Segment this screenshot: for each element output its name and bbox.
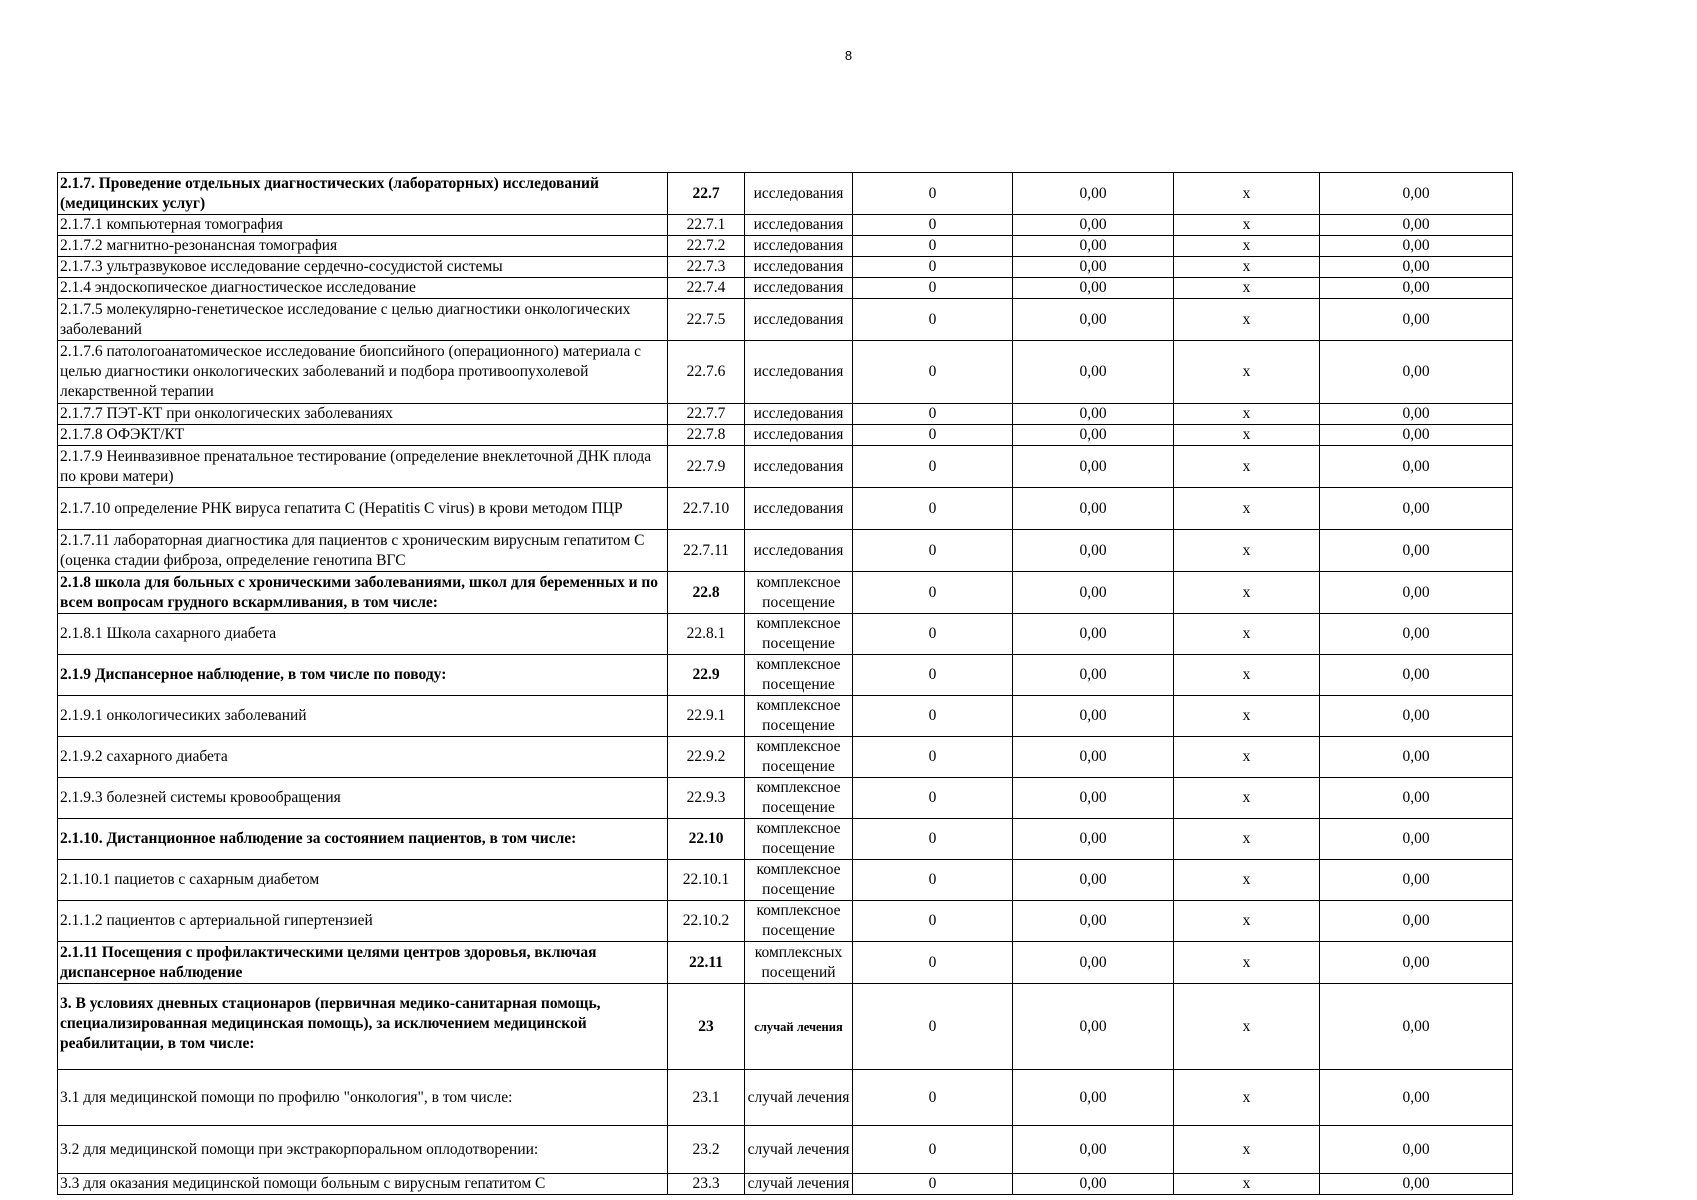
row-total-cell: 0,00 — [1320, 819, 1513, 860]
row-unit-cell: исследования — [745, 215, 853, 236]
row-total-cell: 0,00 — [1320, 984, 1513, 1070]
row-unit-cell: исследования — [745, 404, 853, 425]
row-name-cell: 2.1.9.2 сахарного диабета — [58, 737, 668, 778]
row-x-cell: х — [1174, 901, 1320, 942]
row-x-cell: х — [1174, 404, 1320, 425]
row-code-cell: 22.7.5 — [668, 299, 745, 341]
row-total-cell: 0,00 — [1320, 942, 1513, 984]
row-unit-cell: исследования — [745, 236, 853, 257]
page-number: 8 — [844, 48, 853, 63]
report-table-body — [58, 173, 1513, 1195]
row-name-cell: 2.1.7.2 магнитно-резонансная томография — [58, 236, 668, 257]
row-unit-cell: комплексное посещение — [745, 572, 853, 614]
row-code-cell: 22.7.11 — [668, 530, 745, 572]
row-value-cell: 0,00 — [1013, 446, 1174, 488]
table-row — [58, 942, 1513, 984]
row-unit-cell: комплексное посещение — [745, 614, 853, 655]
row-value-cell: 0,00 — [1013, 819, 1174, 860]
row-volume-cell: 0 — [853, 614, 1013, 655]
row-volume-cell: 0 — [853, 404, 1013, 425]
row-unit-cell: комплексных посещений — [745, 942, 853, 984]
row-unit-cell: комплексное посещение — [745, 778, 853, 819]
row-volume-cell: 0 — [853, 488, 1013, 530]
row-name-cell: 3.3 для оказания медицинской помощи больным с вирусным гепатитом С — [58, 1174, 668, 1195]
row-code-cell: 23.1 — [668, 1070, 745, 1126]
row-total-cell: 0,00 — [1320, 299, 1513, 341]
table-row — [58, 341, 1513, 404]
row-value-cell: 0,00 — [1013, 530, 1174, 572]
table-row — [58, 696, 1513, 737]
row-total-cell: 0,00 — [1320, 737, 1513, 778]
row-unit-cell: случай лечения — [745, 1174, 853, 1195]
row-x-cell: х — [1174, 614, 1320, 655]
table-row — [58, 257, 1513, 278]
row-name-cell: 3. В условиях дневных стационаров (первичная медико-санитарная помощь, специализированная медицинская помощь), за исключением медицинской реабилитации, в том числе: — [58, 984, 668, 1070]
row-value-cell: 0,00 — [1013, 696, 1174, 737]
row-x-cell: х — [1174, 488, 1320, 530]
row-total-cell: 0,00 — [1320, 257, 1513, 278]
row-total-cell: 0,00 — [1320, 530, 1513, 572]
row-x-cell: х — [1174, 1174, 1320, 1195]
row-x-cell: х — [1174, 860, 1320, 901]
table-row — [58, 778, 1513, 819]
row-volume-cell: 0 — [853, 257, 1013, 278]
row-volume-cell: 0 — [853, 1126, 1013, 1174]
row-unit-cell: комплексное посещение — [745, 819, 853, 860]
row-volume-cell: 0 — [853, 446, 1013, 488]
row-volume-cell: 0 — [853, 572, 1013, 614]
row-value-cell: 0,00 — [1013, 488, 1174, 530]
row-total-cell: 0,00 — [1320, 614, 1513, 655]
row-name-cell: 2.1.9.3 болезней системы кровообращения — [58, 778, 668, 819]
row-value-cell: 0,00 — [1013, 942, 1174, 984]
row-value-cell: 0,00 — [1013, 278, 1174, 299]
row-x-cell: х — [1174, 341, 1320, 404]
row-value-cell: 0,00 — [1013, 1070, 1174, 1126]
row-code-cell: 22.7.3 — [668, 257, 745, 278]
row-code-cell: 22.9.1 — [668, 696, 745, 737]
row-value-cell: 0,00 — [1013, 614, 1174, 655]
row-code-cell: 22.7.6 — [668, 341, 745, 404]
table-row — [58, 572, 1513, 614]
row-unit-cell: случай лечения — [745, 984, 853, 1070]
row-x-cell: х — [1174, 1070, 1320, 1126]
row-x-cell: х — [1174, 984, 1320, 1070]
row-x-cell: х — [1174, 257, 1320, 278]
row-code-cell: 23.2 — [668, 1126, 745, 1174]
row-value-cell: 0,00 — [1013, 572, 1174, 614]
row-total-cell: 0,00 — [1320, 425, 1513, 446]
row-total-cell: 0,00 — [1320, 572, 1513, 614]
table-row — [58, 1126, 1513, 1174]
row-total-cell: 0,00 — [1320, 778, 1513, 819]
row-name-cell: 2.1.9 Диспансерное наблюдение, в том числе по поводу: — [58, 655, 668, 696]
row-volume-cell: 0 — [853, 236, 1013, 257]
row-value-cell: 0,00 — [1013, 901, 1174, 942]
row-name-cell: 2.1.10.1 пациетов с сахарным диабетом — [58, 860, 668, 901]
row-unit-cell: исследования — [745, 173, 853, 215]
row-x-cell: х — [1174, 215, 1320, 236]
row-total-cell: 0,00 — [1320, 1126, 1513, 1174]
row-code-cell: 23 — [668, 984, 745, 1070]
table-row — [58, 446, 1513, 488]
row-volume-cell: 0 — [853, 901, 1013, 942]
row-x-cell: х — [1174, 425, 1320, 446]
row-x-cell: х — [1174, 778, 1320, 819]
row-name-cell: 2.1.8 школа для больных с хроническими заболеваниями, школ для беременных и по всем вопросам грудного вскармливания, в том числе: — [58, 572, 668, 614]
table-row — [58, 299, 1513, 341]
row-volume-cell: 0 — [853, 215, 1013, 236]
row-volume-cell: 0 — [853, 860, 1013, 901]
table-row — [58, 737, 1513, 778]
row-volume-cell: 0 — [853, 942, 1013, 984]
row-unit-cell: исследования — [745, 488, 853, 530]
row-total-cell: 0,00 — [1320, 696, 1513, 737]
report-table — [57, 172, 1513, 1195]
row-unit-cell: случай лечения — [745, 1070, 853, 1126]
row-code-cell: 22.10.1 — [668, 860, 745, 901]
row-value-cell: 0,00 — [1013, 257, 1174, 278]
table-row — [58, 488, 1513, 530]
row-volume-cell: 0 — [853, 1070, 1013, 1126]
row-name-cell: 2.1.4 эндоскопическое диагностическое исследование — [58, 278, 668, 299]
table-row — [58, 404, 1513, 425]
row-value-cell: 0,00 — [1013, 737, 1174, 778]
table-row — [58, 614, 1513, 655]
row-volume-cell: 0 — [853, 341, 1013, 404]
row-total-cell: 0,00 — [1320, 1174, 1513, 1195]
row-x-cell: х — [1174, 446, 1320, 488]
table-row — [58, 530, 1513, 572]
row-code-cell: 22.7.1 — [668, 215, 745, 236]
row-value-cell: 0,00 — [1013, 778, 1174, 819]
row-code-cell: 23.3 — [668, 1174, 745, 1195]
row-code-cell: 22.11 — [668, 942, 745, 984]
row-x-cell: х — [1174, 173, 1320, 215]
row-code-cell: 22.7.9 — [668, 446, 745, 488]
row-value-cell: 0,00 — [1013, 1126, 1174, 1174]
row-name-cell: 2.1.1.2 пациентов с артериальной гипертензией — [58, 901, 668, 942]
row-value-cell: 0,00 — [1013, 173, 1174, 215]
row-x-cell: х — [1174, 278, 1320, 299]
table-row — [58, 984, 1513, 1070]
row-total-cell: 0,00 — [1320, 404, 1513, 425]
row-code-cell: 22.10.2 — [668, 901, 745, 942]
row-value-cell: 0,00 — [1013, 215, 1174, 236]
row-x-cell: х — [1174, 696, 1320, 737]
row-value-cell: 0,00 — [1013, 984, 1174, 1070]
row-total-cell: 0,00 — [1320, 215, 1513, 236]
row-volume-cell: 0 — [853, 819, 1013, 860]
row-code-cell: 22.7.7 — [668, 404, 745, 425]
row-name-cell: 2.1.7.8 ОФЭКТ/КТ — [58, 425, 668, 446]
table-row — [58, 278, 1513, 299]
row-name-cell: 2.1.7.5 молекулярно-генетическое исследование с целью диагностики онкологических заболеваний — [58, 299, 668, 341]
row-unit-cell: исследования — [745, 299, 853, 341]
table-row — [58, 901, 1513, 942]
row-volume-cell: 0 — [853, 984, 1013, 1070]
row-code-cell: 22.8.1 — [668, 614, 745, 655]
row-unit-cell: исследования — [745, 341, 853, 404]
row-code-cell: 22.9 — [668, 655, 745, 696]
row-value-cell: 0,00 — [1013, 299, 1174, 341]
row-x-cell: х — [1174, 655, 1320, 696]
row-total-cell: 0,00 — [1320, 488, 1513, 530]
row-name-cell: 2.1.7.10 определение РНК вируса гепатита С (Hepatitis C virus) в крови методом ПЦР — [58, 488, 668, 530]
row-total-cell: 0,00 — [1320, 341, 1513, 404]
row-unit-cell: комплексное посещение — [745, 696, 853, 737]
row-name-cell: 2.1.9.1 онкологичесиких заболеваний — [58, 696, 668, 737]
row-x-cell: х — [1174, 572, 1320, 614]
row-unit-cell: исследования — [745, 446, 853, 488]
table-row — [58, 215, 1513, 236]
row-name-cell: 2.1.7.11 лабораторная диагностика для пациентов с хроническим вирусным гепатитом С (оценка стадии фиброза, определение генотипа ВГС — [58, 530, 668, 572]
row-volume-cell: 0 — [853, 299, 1013, 341]
row-value-cell: 0,00 — [1013, 404, 1174, 425]
row-unit-cell: исследования — [745, 530, 853, 572]
row-value-cell: 0,00 — [1013, 425, 1174, 446]
row-name-cell: 2.1.7. Проведение отдельных диагностических (лабораторных) исследований (медицинских услуг) — [58, 173, 668, 215]
row-name-cell: 3.2 для медицинской помощи при экстракорпоральном оплодотворении: — [58, 1126, 668, 1174]
row-total-cell: 0,00 — [1320, 860, 1513, 901]
row-x-cell: х — [1174, 942, 1320, 984]
row-value-cell: 0,00 — [1013, 1174, 1174, 1195]
table-row — [58, 236, 1513, 257]
row-volume-cell: 0 — [853, 778, 1013, 819]
row-name-cell: 2.1.8.1 Школа сахарного диабета — [58, 614, 668, 655]
row-code-cell: 22.9.3 — [668, 778, 745, 819]
table-row — [58, 425, 1513, 446]
row-code-cell: 22.7.4 — [668, 278, 745, 299]
row-code-cell: 22.7.10 — [668, 488, 745, 530]
table-row — [58, 655, 1513, 696]
row-name-cell: 3.1 для медицинской помощи по профилю "онкология", в том числе: — [58, 1070, 668, 1126]
row-code-cell: 22.7.8 — [668, 425, 745, 446]
row-volume-cell: 0 — [853, 425, 1013, 446]
row-code-cell: 22.9.2 — [668, 737, 745, 778]
row-volume-cell: 0 — [853, 737, 1013, 778]
row-value-cell: 0,00 — [1013, 236, 1174, 257]
row-x-cell: х — [1174, 819, 1320, 860]
table-row — [58, 173, 1513, 215]
row-total-cell: 0,00 — [1320, 446, 1513, 488]
row-value-cell: 0,00 — [1013, 341, 1174, 404]
row-x-cell: х — [1174, 299, 1320, 341]
row-unit-cell: случай лечения — [745, 1126, 853, 1174]
row-unit-cell: комплексное посещение — [745, 737, 853, 778]
row-value-cell: 0,00 — [1013, 860, 1174, 901]
row-volume-cell: 0 — [853, 696, 1013, 737]
row-name-cell: 2.1.11 Посещения с профилактическими целями центров здоровья, включая диспансерное наблюдение — [58, 942, 668, 984]
row-total-cell: 0,00 — [1320, 901, 1513, 942]
row-name-cell: 2.1.7.6 патологоанатомическое исследование биопсийного (операционного) материала с целью диагностики онкологических заболеваний и подбора противоопухолевой лекарственной терапии — [58, 341, 668, 404]
row-value-cell: 0,00 — [1013, 655, 1174, 696]
row-x-cell: х — [1174, 530, 1320, 572]
row-code-cell: 22.7.2 — [668, 236, 745, 257]
row-total-cell: 0,00 — [1320, 236, 1513, 257]
row-name-cell: 2.1.7.3 ультразвуковое исследование сердечно-сосудистой системы — [58, 257, 668, 278]
row-code-cell: 22.7 — [668, 173, 745, 215]
row-unit-cell: исследования — [745, 257, 853, 278]
table-row — [58, 860, 1513, 901]
row-unit-cell: исследования — [745, 425, 853, 446]
row-name-cell: 2.1.7.1 компьютерная томография — [58, 215, 668, 236]
row-volume-cell: 0 — [853, 530, 1013, 572]
row-x-cell: х — [1174, 236, 1320, 257]
row-code-cell: 22.8 — [668, 572, 745, 614]
row-x-cell: х — [1174, 737, 1320, 778]
table-row — [58, 1070, 1513, 1126]
row-code-cell: 22.10 — [668, 819, 745, 860]
row-name-cell: 2.1.7.9 Неинвазивное пренатальное тестирование (определение внеклеточной ДНК плода по крови матери) — [58, 446, 668, 488]
row-name-cell: 2.1.10. Дистанционное наблюдение за состоянием пациентов, в том числе: — [58, 819, 668, 860]
row-unit-cell: исследования — [745, 278, 853, 299]
row-x-cell: х — [1174, 1126, 1320, 1174]
row-volume-cell: 0 — [853, 655, 1013, 696]
row-total-cell: 0,00 — [1320, 173, 1513, 215]
row-total-cell: 0,00 — [1320, 1070, 1513, 1126]
row-total-cell: 0,00 — [1320, 278, 1513, 299]
row-name-cell: 2.1.7.7 ПЭТ-КТ при онкологических заболеваниях — [58, 404, 668, 425]
table-row — [58, 819, 1513, 860]
row-unit-cell: комплексное посещение — [745, 860, 853, 901]
row-volume-cell: 0 — [853, 1174, 1013, 1195]
row-volume-cell: 0 — [853, 173, 1013, 215]
row-total-cell: 0,00 — [1320, 655, 1513, 696]
row-volume-cell: 0 — [853, 278, 1013, 299]
row-unit-cell: комплексное посещение — [745, 655, 853, 696]
table-row — [58, 1174, 1513, 1195]
row-unit-cell: комплексное посещение — [745, 901, 853, 942]
